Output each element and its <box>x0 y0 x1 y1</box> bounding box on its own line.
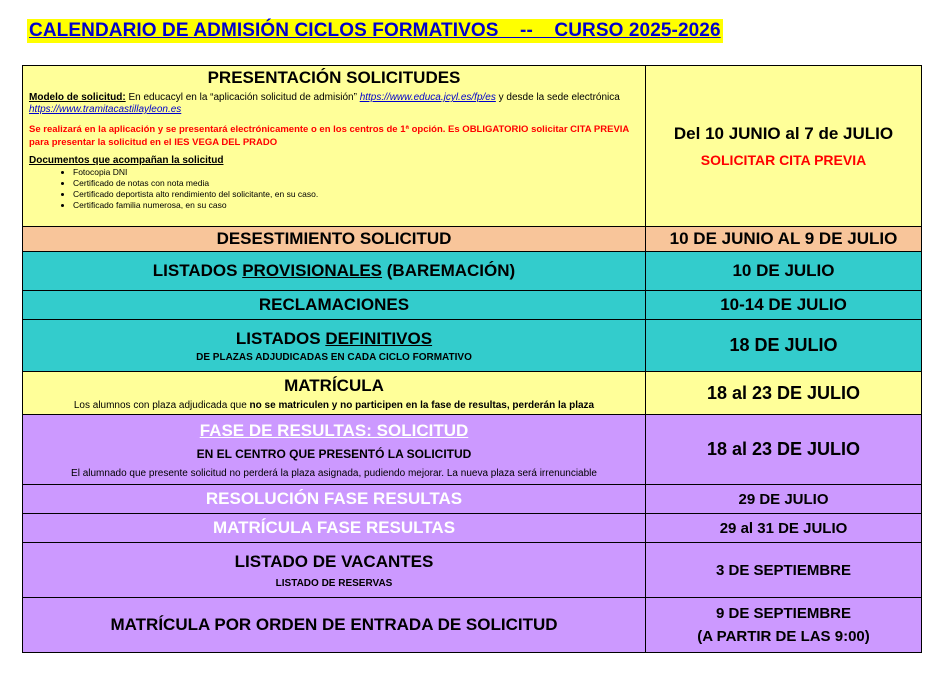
fase-resultas-note: El alumnado que presente solicitud no perderá la plaza asignada, pudiendo mejorar. La nueva plaza será irrenunciable <box>71 467 597 479</box>
vacantes-date: 3 DE SEPTIEMBRE <box>646 543 922 598</box>
cita-previa-label: SOLICITAR CITA PREVIA <box>700 152 867 168</box>
provisionales-date: 10 DE JULIO <box>646 252 922 291</box>
matricula-note <box>23 400 645 411</box>
row-definitivos <box>23 320 922 372</box>
matricula-resultas-label: MATRÍCULA FASE RESULTAS <box>23 514 646 543</box>
fase-resultas-sub: EN EL CENTRO QUE PRESENTÓ LA SOLICITUD <box>196 446 472 461</box>
row-desestimiento <box>23 227 922 252</box>
presentacion-cell <box>23 66 646 227</box>
modelo-text2: y desde la sede electrónica <box>495 92 620 103</box>
admission-calendar-table <box>22 65 922 653</box>
cita-previa-note: Se realizará en la aplicación y se presentará electrónicamente o en los centros de 1ª opción. Es OBLIGATORIO solicitar CITA PREVIA para presentar la solicitud en el IES VEGA DEL PRADO <box>29 124 629 148</box>
provisionales-label-a: LISTADOS <box>152 261 243 280</box>
row-orden-entrada <box>23 598 922 653</box>
page-title-wrap <box>27 19 723 43</box>
presentacion-date-cell <box>646 66 922 227</box>
fase-resultas-cell <box>23 415 646 485</box>
definitivos-cell <box>23 320 646 372</box>
vacantes-cell <box>23 543 646 598</box>
vacantes-label: LISTADO DE VACANTES <box>234 551 434 571</box>
reclamaciones-label: RECLAMACIONES <box>23 291 646 320</box>
provisionales-label-b: PROVISIONALES <box>242 261 383 280</box>
reclamaciones-date: 10-14 DE JULIO <box>646 291 922 320</box>
row-presentacion <box>23 66 922 227</box>
matricula-label: MATRÍCULA <box>284 375 384 395</box>
matricula-cell <box>23 372 646 415</box>
provisionales-label-c: (BAREMACIÓN) <box>382 261 516 280</box>
row-resolucion <box>23 485 922 514</box>
desestimiento-label: DESESTIMIENTO SOLICITUD <box>23 227 646 252</box>
definitivos-date: 18 DE JULIO <box>646 320 922 372</box>
matricula-resultas-date: 29 al 31 DE JULIO <box>646 514 922 543</box>
modelo-solicitud-text <box>29 92 639 116</box>
definitivos-label-a: LISTADOS <box>235 328 326 348</box>
fase-resultas-label: FASE DE RESULTAS: SOLICITUD <box>199 420 469 440</box>
matricula-note-b: no se matriculen y no participen en la fase de resultas, perderán la plaza <box>249 399 595 411</box>
provisionales-label <box>23 252 646 291</box>
resolucion-label: RESOLUCIÓN FASE RESULTAS <box>23 485 646 514</box>
definitivos-sub: DE PLAZAS ADJUDICADAS EN CADA CICLO FORMATIVO <box>196 351 472 363</box>
desestimiento-date: 10 DE JUNIO AL 9 DE JULIO <box>646 227 922 252</box>
presentacion-date: Del 10 JUNIO al 7 de JULIO <box>673 124 894 143</box>
resolucion-date: 29 DE JULIO <box>646 485 922 514</box>
presentacion-heading: PRESENTACIÓN SOLICITUDES <box>207 68 461 87</box>
modelo-label: Modelo de solicitud: <box>29 92 126 103</box>
matricula-note-a: Los alumnos con plaza adjudicada que <box>73 399 250 411</box>
row-reclamaciones <box>23 291 922 320</box>
orden-entrada-time: (A PARTIR DE LAS 9:00) <box>697 628 870 645</box>
row-matricula-resultas <box>23 514 922 543</box>
definitivos-label-b: DEFINITIVOS <box>325 328 433 348</box>
orden-entrada-date: 9 DE SEPTIEMBRE <box>715 605 852 622</box>
modelo-text1: En educacyl en la “aplicación solicitud de admisión” <box>125 92 360 103</box>
row-vacantes <box>23 543 922 598</box>
doc-item: • Certificado de notas con nota media <box>73 178 639 189</box>
doc-item: • Certificado familia numerosa, en su caso <box>73 200 639 211</box>
fase-resultas-date: 18 al 23 DE JULIO <box>646 415 922 485</box>
documentos-list <box>29 167 639 211</box>
row-fase-resultas <box>23 415 922 485</box>
doc-item: • Fotocopia DNI <box>73 167 639 178</box>
doc-item: • Certificado deportista alto rendimiento del solicitante, en su caso. <box>73 189 639 200</box>
vacantes-sub: LISTADO DE RESERVAS <box>275 577 393 589</box>
orden-entrada-label: MATRÍCULA POR ORDEN DE ENTRADA DE SOLICITUD <box>23 598 646 653</box>
tramita-link[interactable]: https://www.tramitacastillayleon.es <box>29 104 182 115</box>
row-provisionales <box>23 252 922 291</box>
educa-link[interactable]: https://www.educa.jcyl.es/fp/es <box>359 92 496 103</box>
row-matricula <box>23 372 922 415</box>
documentos-label: Documentos que acompañan la solicitud <box>29 155 224 166</box>
orden-entrada-date-cell <box>646 598 922 653</box>
matricula-date: 18 al 23 DE JULIO <box>646 372 922 415</box>
definitivos-label <box>23 329 645 349</box>
page-title: CALENDARIO DE ADMISIÓN CICLOS FORMATIVOS -- CURSO 2025-2026 <box>29 20 721 41</box>
